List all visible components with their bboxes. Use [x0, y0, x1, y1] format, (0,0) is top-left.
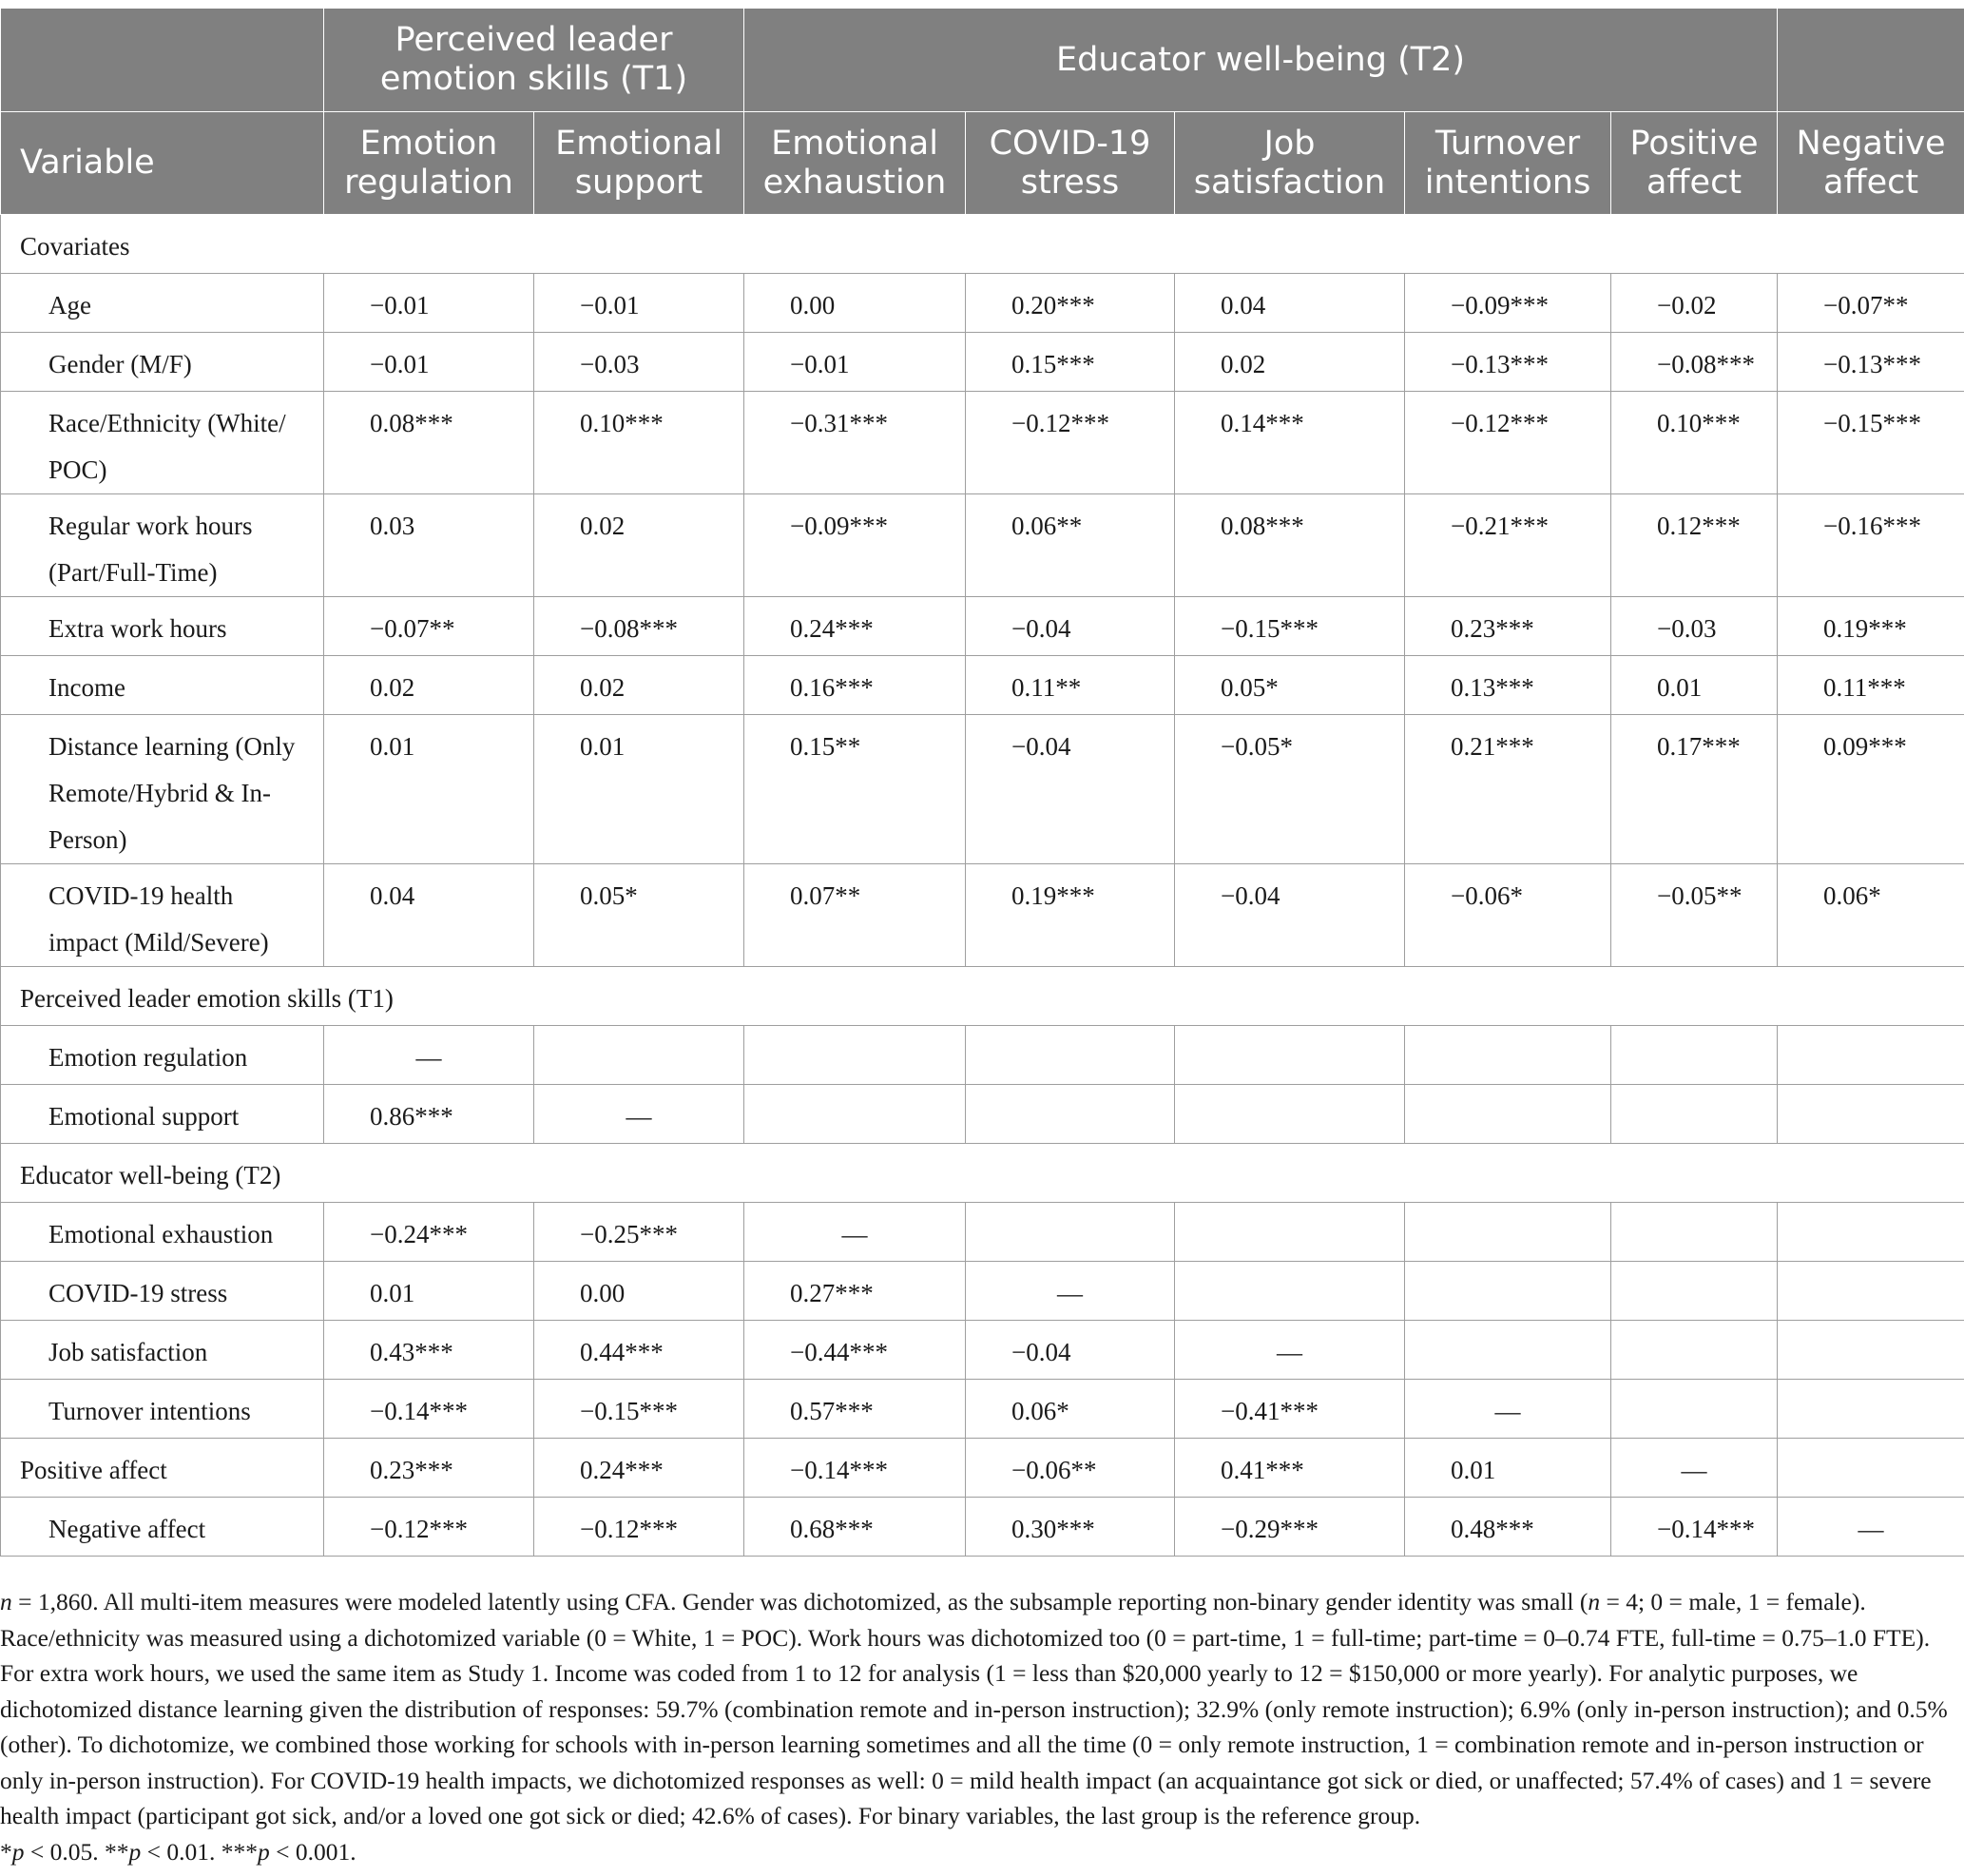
table-cell: 0.57*** [744, 1380, 966, 1439]
table-cell: −0.01 [324, 333, 534, 392]
row-label: Positive affect [1, 1439, 324, 1498]
correlation-table-container [0, 8, 1964, 1557]
table-cell: 0.11*** [1778, 656, 1964, 715]
header-empty-cell [1778, 9, 1964, 112]
table-cell: −0.07** [324, 597, 534, 656]
footnote-significance: *p < 0.05. **p < 0.01. ***p < 0.001. [0, 1837, 356, 1866]
table-cell: −0.15*** [1778, 392, 1964, 494]
table-cell [966, 1085, 1175, 1144]
row-label: Regular work hours (Part/Full-Time) [1, 494, 324, 597]
table-cell [1778, 1439, 1964, 1498]
table-cell [1175, 1203, 1405, 1262]
table-cell: 0.20*** [966, 274, 1175, 333]
table-cell: −0.24*** [324, 1203, 534, 1262]
table-cell: −0.01 [324, 274, 534, 333]
table-cell: 0.15*** [966, 333, 1175, 392]
table-body [1, 215, 1964, 1557]
table-cell: −0.04 [966, 1321, 1175, 1380]
table-cell: −0.04 [966, 597, 1175, 656]
table-cell: — [1611, 1439, 1778, 1498]
header-group-wellbeing: Educator well-being (T2) [744, 9, 1778, 112]
table-cell: — [324, 1026, 534, 1085]
table-cell: −0.25*** [534, 1203, 744, 1262]
table-cell: −0.04 [1175, 864, 1405, 967]
table-cell [1611, 1085, 1778, 1144]
table-cell [1778, 1380, 1964, 1439]
table-cell [1405, 1262, 1611, 1321]
table-cell: 0.04 [324, 864, 534, 967]
correlation-table [0, 8, 1964, 1557]
table-cell: 0.44*** [534, 1321, 744, 1380]
table-cell [744, 1085, 966, 1144]
table-cell: −0.41*** [1175, 1380, 1405, 1439]
header-variable: Variable [1, 112, 324, 215]
table-cell: 0.17*** [1611, 715, 1778, 864]
table-cell: −0.14*** [324, 1380, 534, 1439]
table-cell: 0.19*** [1778, 597, 1964, 656]
table-row [1, 656, 1964, 715]
table-cell: 0.12*** [1611, 494, 1778, 597]
table-cell: −0.21*** [1405, 494, 1611, 597]
table-cell: 0.16*** [744, 656, 966, 715]
table-cell: 0.01 [1405, 1439, 1611, 1498]
header-col-emotional-exhaustion: Emotional exhaustion [744, 112, 966, 215]
table-cell: −0.13*** [1405, 333, 1611, 392]
table-cell: 0.06** [966, 494, 1175, 597]
table-cell: −0.12*** [534, 1498, 744, 1557]
table-row [1, 1085, 1964, 1144]
row-label: Income [1, 656, 324, 715]
table-cell: 0.41*** [1175, 1439, 1405, 1498]
table-cell: −0.09*** [1405, 274, 1611, 333]
table-cell: 0.14*** [1175, 392, 1405, 494]
table-row [1, 494, 1964, 597]
table-cell: 0.01 [324, 1262, 534, 1321]
table-cell [1611, 1321, 1778, 1380]
header-col-emotion-regulation: Emotion regulation [324, 112, 534, 215]
table-row [1, 1321, 1964, 1380]
section-row [1, 967, 1964, 1026]
table-cell: −0.05* [1175, 715, 1405, 864]
table-cell: −0.01 [744, 333, 966, 392]
table-cell: −0.14*** [744, 1439, 966, 1498]
table-cell: −0.04 [966, 715, 1175, 864]
section-title: Covariates [1, 215, 1964, 274]
row-label: Distance learning (Only Remote/Hybrid & In-Person) [1, 715, 324, 864]
table-cell: — [1175, 1321, 1405, 1380]
table-cell: −0.29*** [1175, 1498, 1405, 1557]
table-cell: 0.13*** [1405, 656, 1611, 715]
table-cell: 0.03 [324, 494, 534, 597]
table-cell: −0.15*** [1175, 597, 1405, 656]
table-cell: 0.15** [744, 715, 966, 864]
header-group-leader-skills: Perceived leader emotion skills (T1) [324, 9, 744, 112]
table-cell: −0.05** [1611, 864, 1778, 967]
table-cell: 0.43*** [324, 1321, 534, 1380]
table-cell: 0.19*** [966, 864, 1175, 967]
table-row [1, 1262, 1964, 1321]
table-row [1, 1380, 1964, 1439]
table-cell [534, 1026, 744, 1085]
table-cell: 0.10*** [1611, 392, 1778, 494]
table-cell [1175, 1026, 1405, 1085]
table-cell: 0.00 [534, 1262, 744, 1321]
table-cell: 0.23*** [324, 1439, 534, 1498]
table-cell [1175, 1262, 1405, 1321]
header-col-emotional-support: Emotional support [534, 112, 744, 215]
table-row [1, 274, 1964, 333]
table-cell [1778, 1262, 1964, 1321]
table-cell: 0.23*** [1405, 597, 1611, 656]
table-cell: — [966, 1262, 1175, 1321]
row-label: Emotion regulation [1, 1026, 324, 1085]
table-cell [966, 1203, 1175, 1262]
table-footnote [0, 1578, 1958, 1869]
table-cell [1405, 1203, 1611, 1262]
table-cell: 0.00 [744, 274, 966, 333]
table-cell: −0.12*** [966, 392, 1175, 494]
table-cell: 0.06* [1778, 864, 1964, 967]
table-cell: 0.11** [966, 656, 1175, 715]
table-cell: — [1405, 1380, 1611, 1439]
table-cell: −0.06** [966, 1439, 1175, 1498]
section-row [1, 215, 1964, 274]
table-cell: 0.02 [534, 494, 744, 597]
table-cell [1405, 1321, 1611, 1380]
row-label: Age [1, 274, 324, 333]
table-cell [1405, 1085, 1611, 1144]
table-cell: −0.15*** [534, 1380, 744, 1439]
table-row [1, 333, 1964, 392]
table-cell [1611, 1380, 1778, 1439]
table-cell: 0.08*** [1175, 494, 1405, 597]
table-cell [1405, 1026, 1611, 1085]
table-cell: 0.07** [744, 864, 966, 967]
table-row [1, 1203, 1964, 1262]
table-cell: 0.09*** [1778, 715, 1964, 864]
table-row [1, 392, 1964, 494]
row-label: Turnover intentions [1, 1380, 324, 1439]
table-cell: 0.02 [534, 656, 744, 715]
table-row [1, 597, 1964, 656]
table-cell: 0.24*** [534, 1439, 744, 1498]
header-col-negative-affect: Negative affect [1778, 112, 1964, 215]
table-row [1, 864, 1964, 967]
table-cell [1778, 1085, 1964, 1144]
table-cell: 0.06* [966, 1380, 1175, 1439]
table-cell: −0.14*** [1611, 1498, 1778, 1557]
table-cell: — [1778, 1498, 1964, 1557]
section-title: Perceived leader emotion skills (T1) [1, 967, 1964, 1026]
table-cell: 0.05* [534, 864, 744, 967]
table-cell: −0.02 [1611, 274, 1778, 333]
table-cell: 0.27*** [744, 1262, 966, 1321]
section-title: Educator well-being (T2) [1, 1144, 1964, 1203]
table-cell: 0.04 [1175, 274, 1405, 333]
header-col-covid-stress: COVID-19 stress [966, 112, 1175, 215]
table-row [1, 1439, 1964, 1498]
table-cell: 0.02 [1175, 333, 1405, 392]
table-cell [1778, 1203, 1964, 1262]
table-cell: 0.48*** [1405, 1498, 1611, 1557]
table-cell: 0.01 [1611, 656, 1778, 715]
table-cell: 0.24*** [744, 597, 966, 656]
table-row [1, 1026, 1964, 1085]
table-cell: 0.02 [324, 656, 534, 715]
table-cell: −0.31*** [744, 392, 966, 494]
table-cell: 0.86*** [324, 1085, 534, 1144]
table-cell [744, 1026, 966, 1085]
row-label: Extra work hours [1, 597, 324, 656]
table-cell: −0.08*** [534, 597, 744, 656]
row-label: COVID-19 health impact (Mild/Severe) [1, 864, 324, 967]
table-cell: −0.16*** [1778, 494, 1964, 597]
table-cell: — [534, 1085, 744, 1144]
table-row [1, 715, 1964, 864]
table-cell: 0.21*** [1405, 715, 1611, 864]
table-cell [1611, 1262, 1778, 1321]
table-cell: −0.44*** [744, 1321, 966, 1380]
header-col-positive-affect: Positive affect [1611, 112, 1778, 215]
table-cell: 0.05* [1175, 656, 1405, 715]
table-cell [966, 1026, 1175, 1085]
table-cell: −0.06* [1405, 864, 1611, 967]
table-row [1, 1498, 1964, 1557]
table-cell [1778, 1321, 1964, 1380]
table-cell [1611, 1203, 1778, 1262]
table-cell [1175, 1085, 1405, 1144]
row-label: Emotional support [1, 1085, 324, 1144]
row-label: Negative affect [1, 1498, 324, 1557]
footnote-text: n = 1,860. All multi-item measures were modeled latently using CFA. Gender was dichotomized, as the subsample reporting non-binary gender identity was small (n = 4; 0 = male, 1 = female). Race/ethnicity was measured using a dichotomized variable (0 = White, 1 = POC). Work hours was dichotomized too (0 = part-time, 1 = full-time; part-time = 0–0.74 FTE, full-time = 0.75–1.0 FTE). For extra work hours, we used the same item as Study 1. Income was coded from 1 to 12 for analysis (1 = less than $20,000 yearly to 12 = $150,000 or more yearly). For analytic purposes, we dichotomized distance learning given the distribution of responses: 59.7% (combination remote and in-person instruction); 32.9% (only remote instruction); 6.9% (only in-person instruction); and 0.5% (other). To dichotomize, we combined those working for schools with in-person learning sometimes and all the time (0 = only remote instruction, 1 = combination remote and in-person instruction or only in-person instruction). For COVID-19 health impacts, we dichotomized responses as well: 0 = mild health impact (an acquaintance got sick or died, or unaffected; 57.4% of cases) and 1 = severe health impact (participant got sick, and/or a loved one got sick or died; 42.6% of cases). For binary variables, the last group is the reference group. [0, 1588, 1948, 1829]
table-cell: 0.68*** [744, 1498, 966, 1557]
table-cell: — [744, 1203, 966, 1262]
row-label: Gender (M/F) [1, 333, 324, 392]
table-cell: −0.08*** [1611, 333, 1778, 392]
table-cell: −0.01 [534, 274, 744, 333]
table-cell: −0.03 [1611, 597, 1778, 656]
section-row [1, 1144, 1964, 1203]
table-cell [1611, 1026, 1778, 1085]
header-empty-cell [1, 9, 324, 112]
row-label: Race/Ethnicity (White/ POC) [1, 392, 324, 494]
table-cell: 0.30*** [966, 1498, 1175, 1557]
row-label: Job satisfaction [1, 1321, 324, 1380]
header-col-job-satisfaction: Job satisfaction [1175, 112, 1405, 215]
table-cell: 0.10*** [534, 392, 744, 494]
table-cell: −0.09*** [744, 494, 966, 597]
table-cell [1778, 1026, 1964, 1085]
table-cell: −0.13*** [1778, 333, 1964, 392]
table-cell: −0.03 [534, 333, 744, 392]
table-cell: −0.07** [1778, 274, 1964, 333]
table-cell: 0.08*** [324, 392, 534, 494]
table-cell: 0.01 [534, 715, 744, 864]
table-cell: 0.01 [324, 715, 534, 864]
table-cell: −0.12*** [324, 1498, 534, 1557]
row-label: COVID-19 stress [1, 1262, 324, 1321]
table-cell: −0.12*** [1405, 392, 1611, 494]
table-header [1, 9, 1964, 215]
row-label: Emotional exhaustion [1, 1203, 324, 1262]
header-col-turnover-intentions: Turnover intentions [1405, 112, 1611, 215]
